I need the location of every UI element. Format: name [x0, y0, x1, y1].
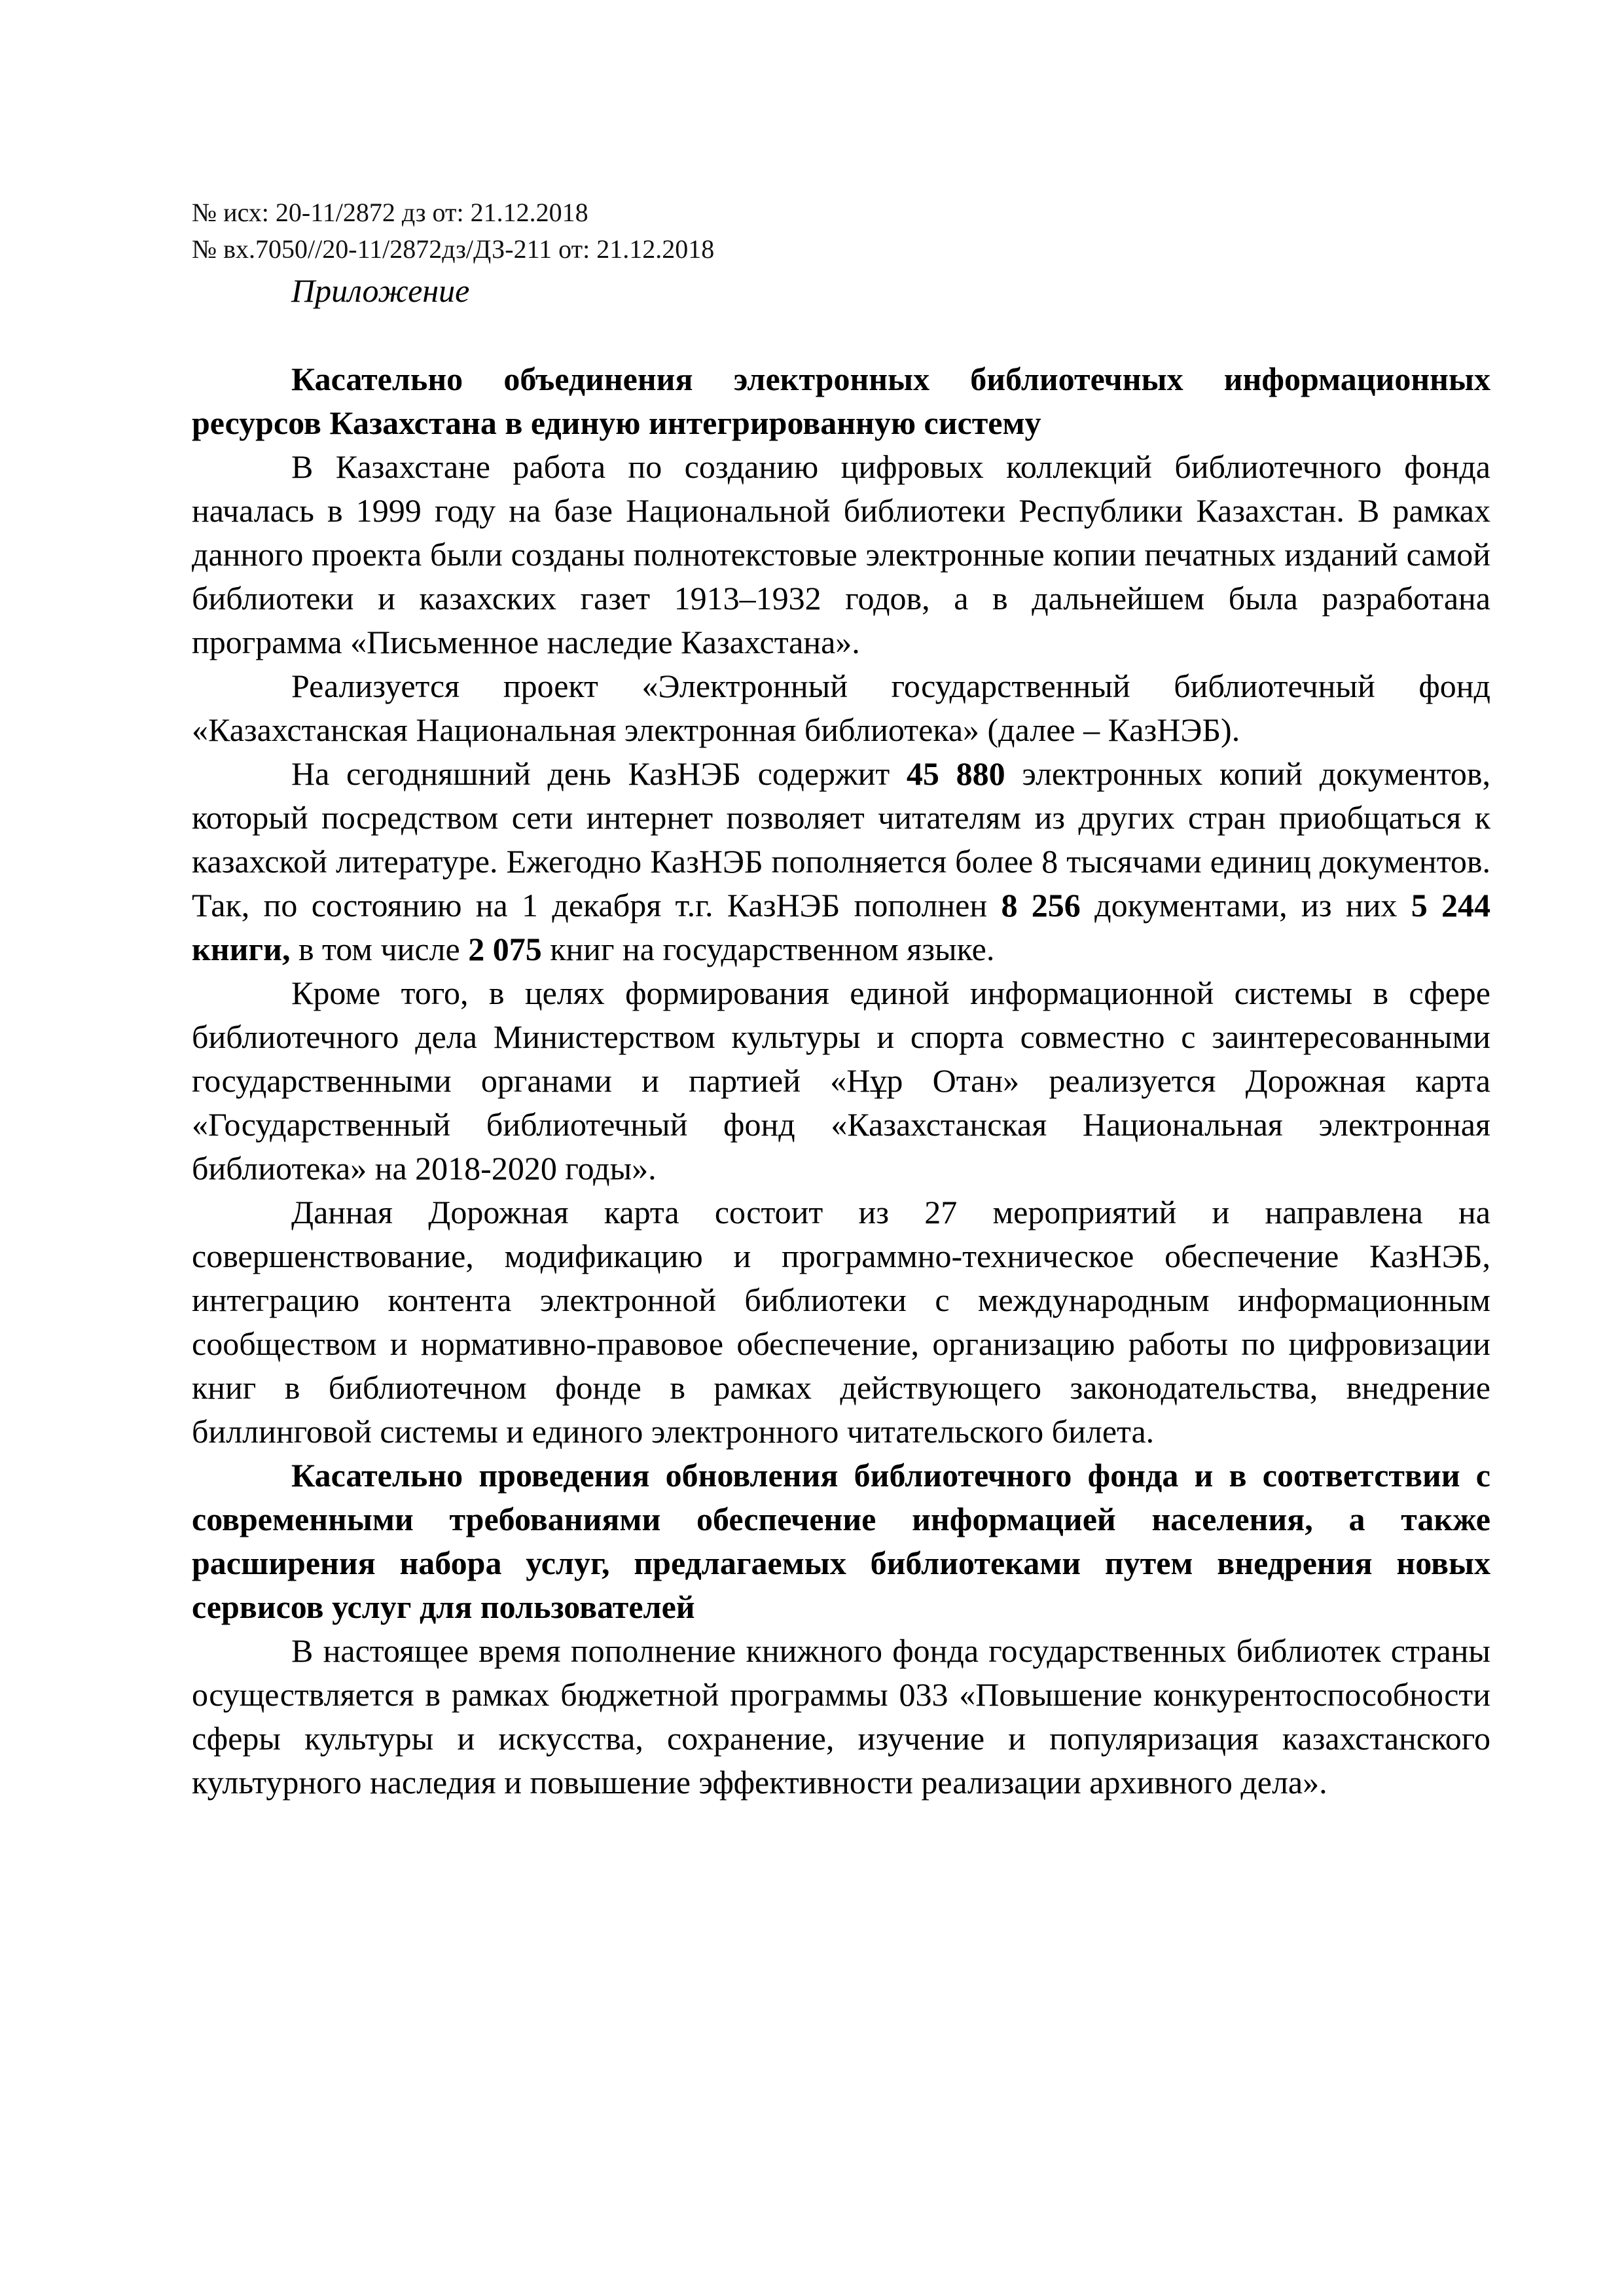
section-1-paragraph-3 — [192, 752, 1490, 971]
paragraph-3-text-4: в том числе — [290, 931, 469, 967]
section-1-paragraph-2: Реализуется проект «Электронный государственный библиотечный фонд «Казахстанская Национальная электронная библиотека» (далее – КазНЭБ). — [192, 668, 1490, 748]
copies-count: 45 880 — [906, 755, 1005, 792]
incoming-registration-number: № вх.7050//20-11/2872дз/ДЗ-211 от: 21.12.2018 — [192, 234, 715, 264]
state-language-books-count: 2 075 — [468, 931, 542, 967]
section-2-paragraph-1: В настоящее время пополнение книжного фонда государственных библиотек страны осуществляется в рамках бюджетной программы 033 «Повышение конкурентоспособности сферы культуры и искусства, сохранение, изучение и популяризация казахстанского культурного наследия и повышение эффективности реализации архивного дела». — [192, 1632, 1490, 1801]
documents-added-count: 8 256 — [1001, 887, 1081, 924]
document-body — [192, 357, 1490, 1804]
appendix-label: Приложение — [291, 272, 470, 309]
paragraph-3-text-3: документами, из них — [1080, 887, 1411, 924]
paragraph-3-text-5: книг на государственном языке. — [541, 931, 995, 967]
paragraph-3-text-2: электронных копий документов, который посредством сети интернет позволяет читателям из других стран приобщаться к казахской литературе. Ежегодно КазНЭБ пополняется более 8 тысячами единиц документов. Так, по состоянию на 1 декабря т.г. КазНЭБ пополнен — [192, 755, 1491, 924]
section-1-paragraph-1: В Казахстане работа по созданию цифровых коллекций библиотечного фонда началась в 1999 году на базе Национальной библиотеки Республики Казахстан. В рамках данного проекта были созданы полнотекстовые электронные копии печатных изданий самой библиотеки и казахских газет 1913–1932 годов, а в дальнейшем была разработана программа «Письменное наследие Казахстана». — [192, 448, 1490, 660]
section-2-heading: Касательно проведения обновления библиотечного фонда и в соответствии с современными требованиями обеспечение информацией населения, а также расширения набора услуг, предлагаемых библиотеками путем внедрения новых сервисов услуг для пользователей — [192, 1457, 1490, 1625]
section-1-heading: Касательно объединения электронных библиотечных информационных ресурсов Казахстана в единую интегрированную систему — [192, 361, 1490, 441]
section-1-paragraph-4: Кроме того, в целях формирования единой информационной системы в сфере библиотечного дела Министерством культуры и спорта совместно с заинтересованными государственными органами и партией «Нұр Отан» реализуется Дорожная карта «Государственный библиотечный фонд «Казахстанская Национальная электронная библиотека» на 2018-2020 годы». — [192, 975, 1490, 1187]
outgoing-registration-number: № исх: 20-11/2872 дз от: 21.12.2018 — [192, 198, 588, 227]
books-count: 5 244 книги, — [192, 887, 1491, 967]
section-1-paragraph-5: Данная Дорожная карта состоит из 27 мероприятий и направлена на совершенствование, модификацию и программно-техническое обеспечение КазНЭБ, интеграцию контента электронной библиотеки с международным информационным сообществом и нормативно-правовое обеспечение, организацию работы по цифровизации книг в библиотечном фонде в рамках действующего законодательства, внедрение биллинговой системы и единого электронного читательского билета. — [192, 1194, 1490, 1450]
paragraph-3-text-1: На сегодняшний день КазНЭБ содержит — [291, 755, 907, 792]
